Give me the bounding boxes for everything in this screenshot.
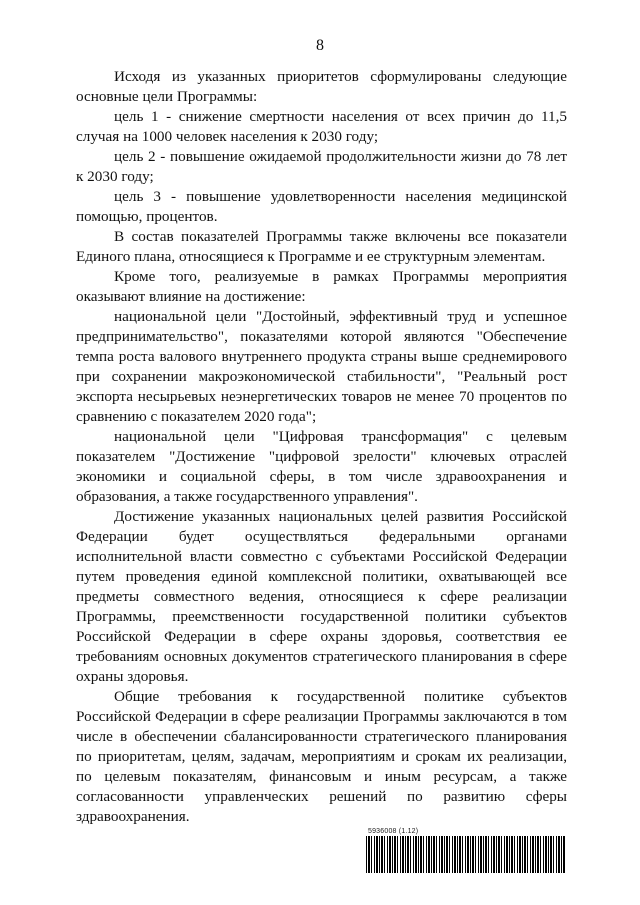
barcode-bars bbox=[366, 836, 566, 873]
paragraph-indicators: В состав показателей Программы также включены все показатели Единого плана, относящиеся к Программе и ее структурным элементам. bbox=[76, 228, 567, 265]
paragraph-national-goal-labor: национальной цели "Достойный, эффективный труд и успешное предпринимательство", показателями которой являются "Обеспечение темпа роста валового внутреннего продукта страны выше среднемирового при сохранении макроэкономической стабильности", "Реальный рост экспорта несырьевых неэнергетических товаров не менее 70 процентов по сравнению с показателем 2020 года"; bbox=[76, 308, 567, 425]
paragraph-program-goals-intro: Исходя из указанных приоритетов сформулированы следующие основные цели Программы: bbox=[76, 68, 567, 105]
paragraph-achievement: Достижение указанных национальных целей развития Российской Федерации будет осуществляться федеральными органами исполнительной власти совместно с субъектами Российской Федерации путем проведения единой комплексной политики, охватывающей все предметы совместного ведения, относящиеся к сфере реализации Программы, преемственности государственной политики субъектов Российской Федерации в сфере охраны здоровья, соответствия ее требованиям основных документов стратегического планирования в сфере охраны здоровья. bbox=[76, 508, 567, 685]
page-number: 8 bbox=[316, 37, 324, 54]
paragraph-influence-intro: Кроме того, реализуемые в рамках Программы мероприятия оказывают влияние на достижение: bbox=[76, 268, 567, 305]
barcode bbox=[366, 828, 566, 873]
paragraph-goal-1: цель 1 - снижение смертности населения от всех причин до 11,5 случая на 1000 человек населения к 2030 году; bbox=[76, 108, 567, 145]
paragraph-national-goal-digital: национальной цели "Цифровая трансформация" с целевым показателем "Достижение "цифровой зрелости" ключевых отраслей экономики и социальной сферы, в том числе здравоохранения и образования, а также государственного управления". bbox=[76, 428, 567, 505]
paragraph-goal-2: цель 2 - повышение ожидаемой продолжительности жизни до 78 лет к 2030 году; bbox=[76, 148, 567, 185]
paragraph-general-requirements: Общие требования к государственной политике субъектов Российской Федерации в сфере реализации Программы заключаются в том числе в обеспечении сбалансированности стратегического планирования по приоритетам, целям, задачам, мероприятиям и срокам их реализации, по целевым показателям, финансовым и иным ресурсам, а также согласованности управленческих решений по развитию сферы здравоохранения. bbox=[76, 688, 567, 825]
barcode-caption: 5936008 (1.12) bbox=[368, 828, 419, 835]
document-body bbox=[76, 67, 567, 827]
paragraph-goal-3: цель 3 - повышение удовлетворенности населения медицинской помощью, процентов. bbox=[76, 188, 567, 225]
